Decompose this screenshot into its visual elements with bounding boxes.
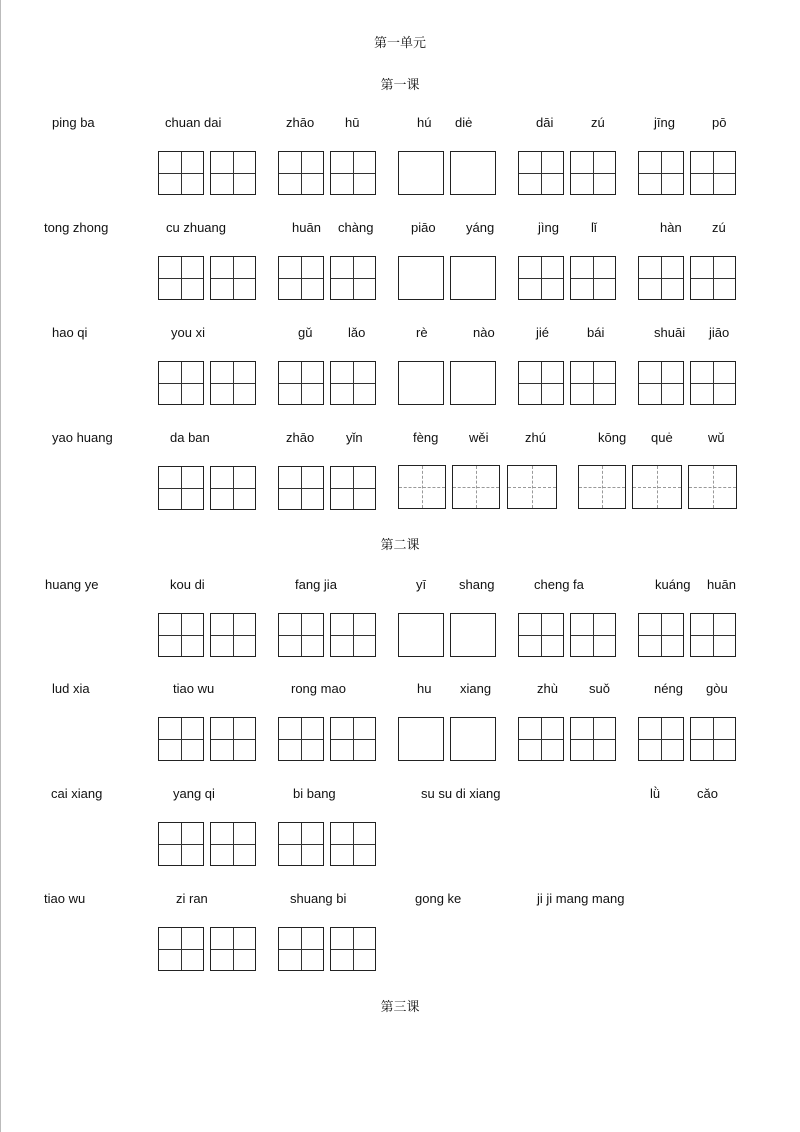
writing-box[interactable] <box>278 256 324 300</box>
pinyin-syllable: yáng <box>466 220 495 235</box>
pinyin-word: yang qi <box>173 786 215 801</box>
pinyin-syllable: dāi <box>536 115 554 130</box>
writing-box[interactable] <box>570 613 616 657</box>
writing-box[interactable] <box>210 927 256 971</box>
writing-box[interactable] <box>398 151 444 195</box>
pinyin-word: cu zhuang <box>166 220 226 235</box>
writing-box[interactable] <box>158 151 204 195</box>
writing-box[interactable] <box>690 151 736 195</box>
pinyin-word: rong mao <box>291 681 346 696</box>
writing-box[interactable] <box>278 466 324 510</box>
writing-box[interactable] <box>632 465 682 509</box>
pinyin-syllable: pō <box>712 115 727 130</box>
writing-box[interactable] <box>518 613 564 657</box>
pinyin-word: kou di <box>170 577 205 592</box>
lesson-2-title: 第二课 <box>380 537 420 552</box>
writing-box[interactable] <box>398 465 446 509</box>
pinyin-syllable: bái <box>587 325 605 340</box>
pinyin-syllable: jiāo <box>709 325 730 340</box>
writing-box[interactable] <box>518 361 564 405</box>
pinyin-word: ji ji mang mang <box>537 891 625 906</box>
writing-box[interactable] <box>278 361 324 405</box>
pinyin-syllable: gòu <box>706 681 728 696</box>
pinyin-word: tiao wu <box>173 681 215 696</box>
writing-box[interactable] <box>690 361 736 405</box>
pinyin-word: ping ba <box>52 115 95 130</box>
writing-box[interactable] <box>278 927 324 971</box>
pinyin-syllable: quė <box>651 430 673 445</box>
writing-box[interactable] <box>278 613 324 657</box>
writing-box[interactable] <box>450 613 496 657</box>
pinyin-syllable: hú <box>417 115 432 130</box>
writing-box[interactable] <box>450 151 496 195</box>
writing-box[interactable] <box>210 466 256 510</box>
writing-box[interactable] <box>570 256 616 300</box>
pinyin-syllable: yǐn <box>346 430 363 445</box>
writing-box[interactable] <box>578 465 626 509</box>
pinyin-word: tiao wu <box>44 891 86 906</box>
pinyin-syllable: huān <box>292 220 321 235</box>
writing-box[interactable] <box>330 822 376 866</box>
writing-box[interactable] <box>278 717 324 761</box>
pinyin-word: zi ran <box>176 891 208 906</box>
pinyin-syllable: lǐ <box>591 220 597 235</box>
pinyin-word: su su di xiang <box>421 786 501 801</box>
pinyin-word: huang ye <box>45 577 99 592</box>
pinyin-syllable: néng <box>654 681 683 696</box>
writing-box[interactable] <box>450 361 496 405</box>
writing-box[interactable] <box>518 151 564 195</box>
pinyin-syllable: zhāo <box>286 115 315 130</box>
pinyin-word: gong ke <box>415 891 462 906</box>
writing-box[interactable] <box>330 151 376 195</box>
pinyin-syllable: piāo <box>411 220 436 235</box>
pinyin-syllable: xiang <box>460 681 492 696</box>
lesson-1-title: 第一课 <box>380 77 420 92</box>
pinyin-syllable: jìng <box>538 220 559 235</box>
writing-box[interactable] <box>158 466 204 510</box>
writing-box[interactable] <box>638 361 684 405</box>
writing-box[interactable] <box>398 256 444 300</box>
writing-box[interactable] <box>690 613 736 657</box>
pinyin-syllable: zú <box>712 220 726 235</box>
writing-box[interactable] <box>330 717 376 761</box>
writing-box[interactable] <box>158 927 204 971</box>
writing-box[interactable] <box>330 613 376 657</box>
writing-box[interactable] <box>158 361 204 405</box>
writing-box[interactable] <box>158 717 204 761</box>
writing-box[interactable] <box>518 256 564 300</box>
writing-box[interactable] <box>330 361 376 405</box>
pinyin-syllable: zú <box>591 115 605 130</box>
pinyin-word: chuan dai <box>165 115 222 130</box>
pinyin-word: shuang bi <box>290 891 347 906</box>
writing-box[interactable] <box>638 256 684 300</box>
writing-box[interactable] <box>210 822 256 866</box>
pinyin-syllable: zhù <box>537 681 558 696</box>
pinyin-word: you xi <box>171 325 205 340</box>
pinyin-syllable: nào <box>473 325 495 340</box>
page-edge-line <box>0 0 1 1132</box>
pinyin-syllable: wěi <box>469 430 489 445</box>
writing-box[interactable] <box>330 927 376 971</box>
pinyin-word: da ban <box>170 430 210 445</box>
writing-box[interactable] <box>452 465 500 509</box>
pinyin-word: cai xiang <box>51 786 103 801</box>
pinyin-syllable: hū <box>345 115 360 130</box>
pinyin-word: fang jia <box>295 577 337 592</box>
pinyin-syllable: suǒ <box>589 681 610 696</box>
writing-box[interactable] <box>638 151 684 195</box>
pinyin-syllable: gǔ <box>298 325 313 340</box>
lesson-3-title: 第三课 <box>380 999 420 1014</box>
writing-box[interactable] <box>638 717 684 761</box>
writing-box[interactable] <box>638 613 684 657</box>
writing-box[interactable] <box>158 256 204 300</box>
pinyin-syllable: lǎo <box>348 325 366 340</box>
pinyin-word: yao huang <box>52 430 113 445</box>
writing-box[interactable] <box>690 256 736 300</box>
pinyin-syllable: fèng <box>413 430 439 445</box>
pinyin-word: hao qi <box>52 325 88 340</box>
pinyin-syllable: shuāi <box>654 325 686 340</box>
pinyin-syllable: hu <box>417 681 432 696</box>
writing-box[interactable] <box>398 361 444 405</box>
writing-box[interactable] <box>158 613 204 657</box>
writing-box[interactable] <box>210 717 256 761</box>
pinyin-word: bi bang <box>293 786 336 801</box>
pinyin-syllable: cǎo <box>697 786 718 801</box>
pinyin-syllable: huān <box>707 577 736 592</box>
pinyin-syllable: zhāo <box>286 430 315 445</box>
writing-box[interactable] <box>278 822 324 866</box>
pinyin-syllable: jīng <box>654 115 675 130</box>
pinyin-syllable: jié <box>536 325 550 340</box>
writing-box[interactable] <box>330 466 376 510</box>
pinyin-word: lud xia <box>52 681 90 696</box>
writing-box[interactable] <box>398 717 444 761</box>
writing-box[interactable] <box>690 717 736 761</box>
writing-box[interactable] <box>330 256 376 300</box>
writing-box[interactable] <box>278 151 324 195</box>
pinyin-syllable: lǜ <box>650 786 661 801</box>
writing-box[interactable] <box>210 151 256 195</box>
writing-box[interactable] <box>210 361 256 405</box>
writing-box[interactable] <box>688 465 737 509</box>
pinyin-syllable: chàng <box>338 220 374 235</box>
pinyin-syllable: wǔ <box>708 430 725 445</box>
pinyin-syllable: zhú <box>525 430 546 445</box>
unit-title: 第一单元 <box>373 35 426 50</box>
writing-box[interactable] <box>450 256 496 300</box>
pinyin-word: cheng fa <box>534 577 584 592</box>
writing-box[interactable] <box>158 822 204 866</box>
pinyin-syllable: kuáng <box>655 577 691 592</box>
writing-box[interactable] <box>507 465 557 509</box>
pinyin-word: tong zhong <box>44 220 109 235</box>
pinyin-syllable: kōng <box>598 430 627 445</box>
pinyin-syllable: shang <box>459 577 495 592</box>
pinyin-syllable: yī <box>416 577 427 592</box>
writing-box[interactable] <box>570 717 616 761</box>
writing-box[interactable] <box>570 151 616 195</box>
pinyin-syllable: hàn <box>660 220 682 235</box>
writing-box[interactable] <box>210 613 256 657</box>
writing-box[interactable] <box>398 613 444 657</box>
pinyin-syllable: diė <box>455 115 473 130</box>
writing-box[interactable] <box>570 361 616 405</box>
writing-box[interactable] <box>210 256 256 300</box>
pinyin-syllable: rè <box>416 325 428 340</box>
writing-box[interactable] <box>518 717 564 761</box>
writing-box[interactable] <box>450 717 496 761</box>
